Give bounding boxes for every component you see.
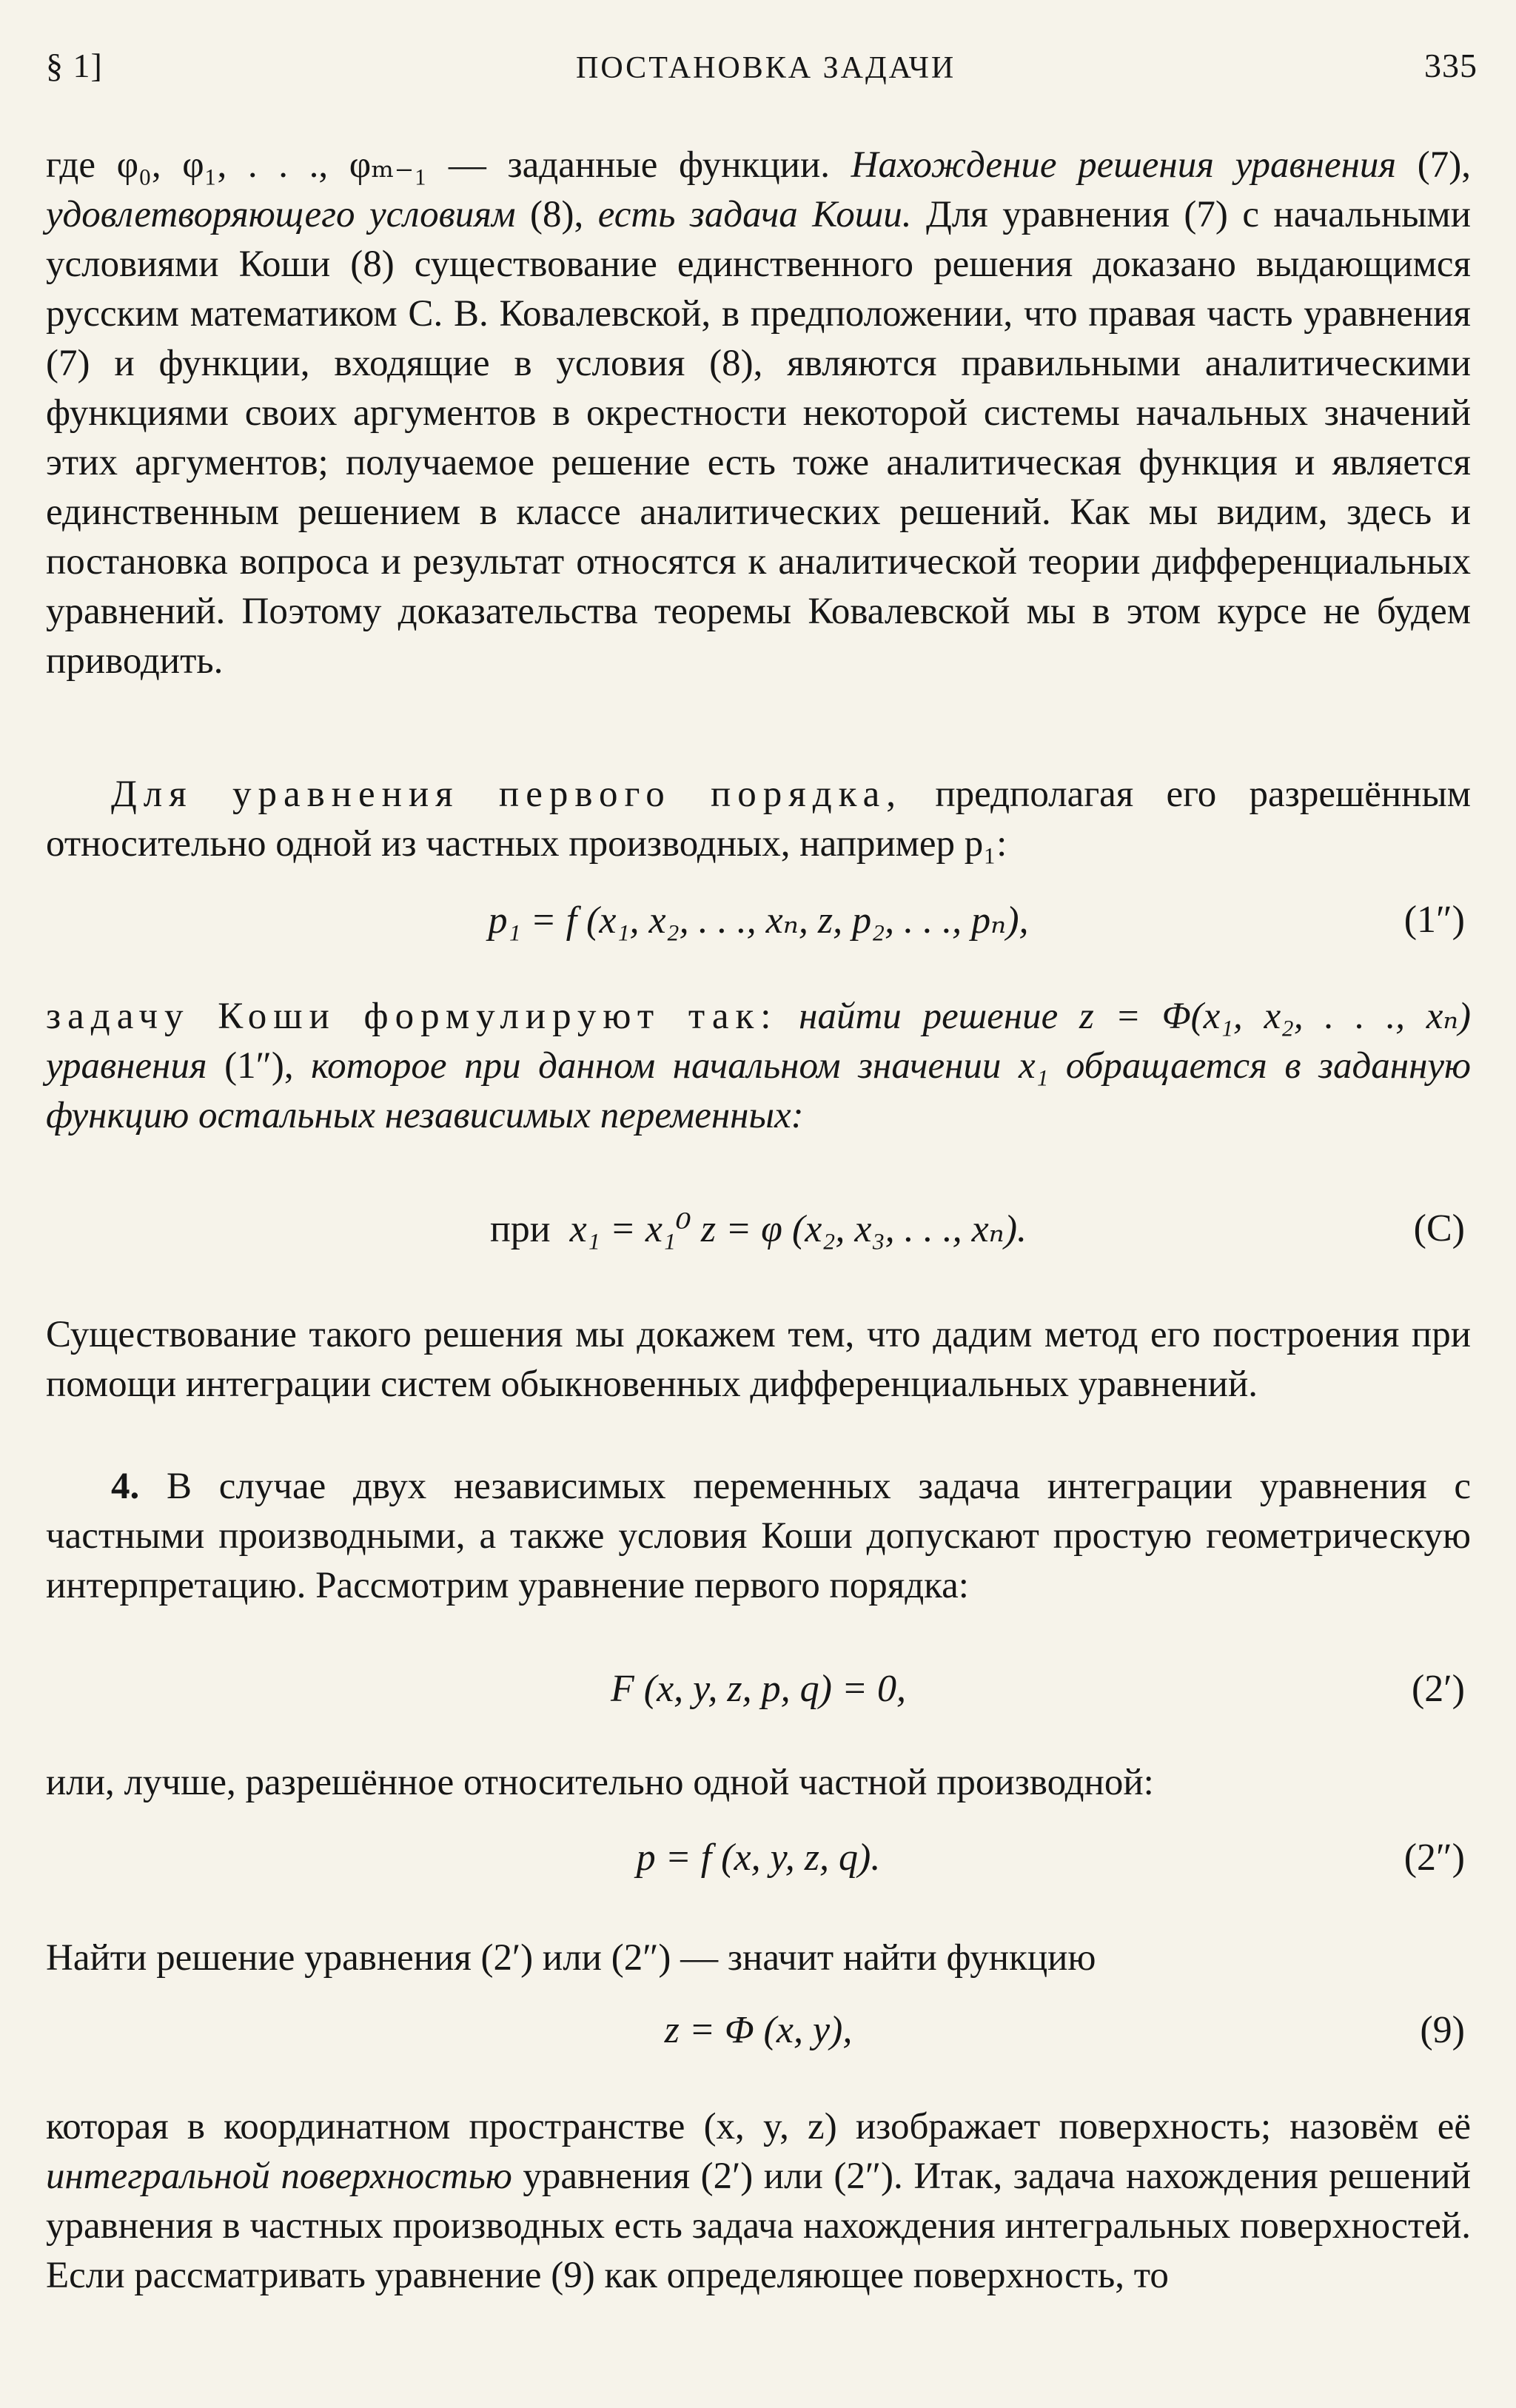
running-title: ПОСТАНОВКА ЗАДАЧИ xyxy=(576,51,956,85)
spaced-text-run: задачу Коши формулируют так: xyxy=(46,996,778,1037)
paragraph-first-order xyxy=(46,770,1471,869)
formula-expression: p₁ = f (x₁, x₂, . . ., xₙ, z, p₂, . . ., pₙ), xyxy=(488,899,1029,942)
equation-tag: (2′) xyxy=(1411,1668,1465,1710)
item-number: 4. xyxy=(111,1466,140,1507)
paragraph-find-function xyxy=(46,1934,1471,1983)
equation-tag: (C) xyxy=(1413,1207,1465,1250)
text-run: Для уравнения (7) с начальными условиями Коши (8) существование единственного решения доказано выдающимся русским математиком С. В. Ковалевской, в предположении, что правая часть уравнения (7) и функции, входящие в условия (8), являются правильными аналитическими функциями своих аргументов в окрестности некоторой системы начальных значений этих аргументов; получаемое решение есть тоже аналитическая функция и является единственным решением в классе аналитических решений. Как мы видим, здесь и постановка вопроса и результат относятся к аналитической теории дифференциальных уравнений. Поэтому доказательства теоремы Ковалевской мы в этом курсе не будем приводить. xyxy=(46,194,1471,682)
spaced-text-run: Для уравнения первого порядка, xyxy=(111,774,903,815)
text-run: или, лучше, разрешённое относительно одной частной производной: xyxy=(46,1762,1154,1803)
page-number: 335 xyxy=(1424,47,1478,84)
text-run: (1″), xyxy=(207,1045,312,1087)
formula-9 xyxy=(46,2008,1471,2060)
formula-1pp xyxy=(46,898,1471,950)
formula-prefix: при xyxy=(489,1208,551,1250)
text-run: уравнения (2′) или (2″). Итак, задача нахождения решений уравнения в частных производных есть задача нахождения интегральных поверхностей. Если рассматривать уравнение (9) как определяющее поверхность, то xyxy=(46,2156,1471,2296)
paragraph-existence xyxy=(46,1310,1471,1409)
text-run: Найти решение уравнения (2′) или (2″) — значит найти функцию xyxy=(46,1937,1096,1979)
paragraph-cauchy-intro xyxy=(46,141,1471,686)
paragraph-solved-form xyxy=(46,1758,1471,1808)
text-run: предполагая его разрешённым относительно одной из частных производных, например p₁: xyxy=(46,774,1471,865)
text-run: Существование такого решения мы докажем тем, что дадим метод его построения при помощи интеграции систем обыкновенных дифференциальных уравнений. xyxy=(46,1314,1471,1405)
formula-expression: F (x, y, z, p, q) = 0, xyxy=(610,1668,906,1710)
formula-2p xyxy=(46,1667,1471,1719)
equation-tag: (9) xyxy=(1420,2009,1465,2051)
text-run: (7), xyxy=(1396,144,1472,186)
italic-text-run: удовлетворяющего условиям xyxy=(46,194,516,235)
text-run: В случае двух независимых переменных задача интеграции уравнения с частными производными, а также условия Коши допускают простую геометрическую интерпретацию. Рассмотрим уравнение первого порядка: xyxy=(46,1466,1471,1606)
text-run: которая в координатном пространстве (x, y, z) изображает поверхность; назовём её xyxy=(46,2106,1471,2147)
equation-tag: (1″) xyxy=(1403,899,1465,941)
text-run: (8), xyxy=(515,194,598,235)
formula-expression xyxy=(46,1207,1471,1251)
text-run: где φ₀, φ₁, . . ., φₘ₋₁ — заданные функции. xyxy=(46,144,851,186)
italic-text-run: интегральной поверхностью xyxy=(46,2156,512,2197)
formula-body: x₁ = x₁⁰ z = φ (x₂, x₃, . . ., xₙ). xyxy=(569,1208,1027,1250)
formula-expression: p = f (x, y, z, q). xyxy=(636,1837,881,1879)
italic-text-run: есть задача Коши. xyxy=(597,194,912,235)
italic-text-run: которое при данном начальном значении x₁ обращается в заданную функцию остальных независимых переменных: xyxy=(46,1045,1471,1136)
paragraph-cauchy-formulation xyxy=(46,992,1471,1141)
formula-2pp xyxy=(46,1836,1471,1888)
paragraph-integral-surface xyxy=(46,2102,1471,2301)
formula-expression: z = Φ (x, y), xyxy=(664,2009,853,2051)
paragraph-section-4 xyxy=(46,1462,1471,1611)
formula-c xyxy=(46,1207,1471,1258)
italic-text-run: найти решение z = Φ(x₁, x₂, . . ., xₙ) уравнения xyxy=(46,996,1471,1087)
section-marker: § 1] xyxy=(46,47,103,84)
equation-tag: (2″) xyxy=(1403,1837,1465,1879)
italic-text-run: Нахождение решения уравнения xyxy=(851,144,1397,186)
